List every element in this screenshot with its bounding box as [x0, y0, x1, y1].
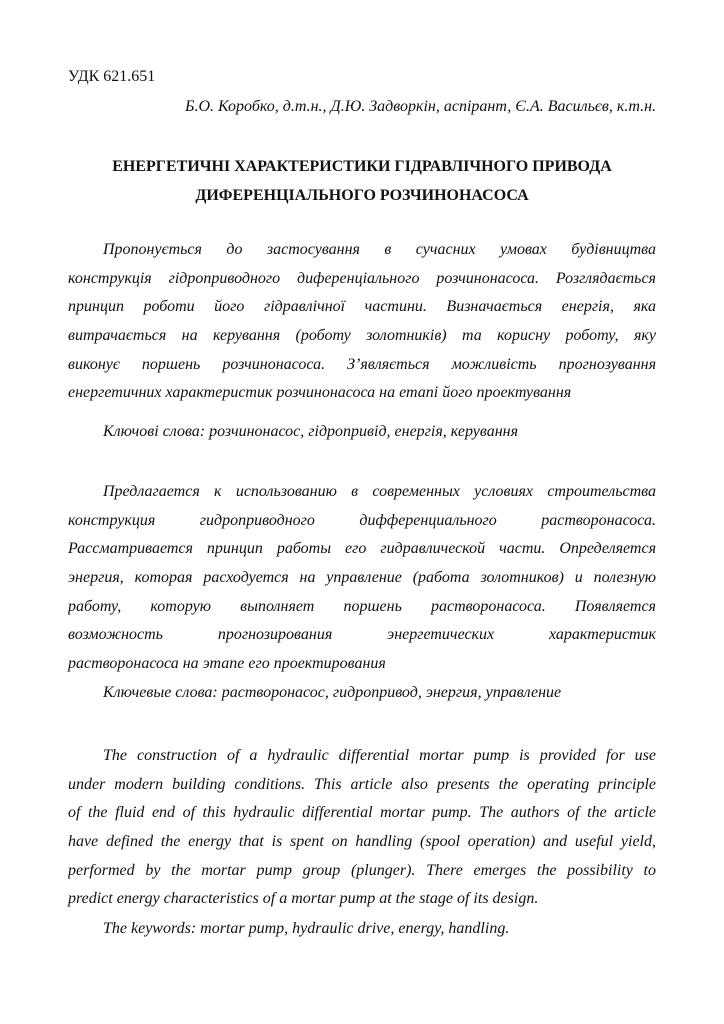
paper-title [68, 153, 656, 210]
abstract-line: Рассматривается принцип работы его гидравлической части. Определяется [68, 540, 656, 558]
title-line: ЕНЕРГЕТИЧНІ ХАРАКТЕРИСТИКИ ГІДРАВЛІЧНОГО ПРИВОДА [112, 158, 612, 175]
abstract-line: under modern building conditions. This article also presents the operating principle [68, 775, 656, 793]
keywords-english: The keywords: mortar pump, hydraulic drive, energy, handling. [103, 920, 510, 937]
udc-code: УДК 621.651 [68, 68, 156, 85]
abstract-line: растворонасоса на этапе его проектирования [68, 655, 386, 673]
authors: Б.О. Коробко, д.т.н., Д.Ю. Задворкін, аспірант, Є.А. Васильєв, к.т.н. [185, 98, 656, 115]
abstract-line: performed by the mortar pump group (plunger). There emerges the possibility to [68, 861, 656, 879]
abstract-line: Пропонується до застосування в сучасних умовах будівництва [103, 241, 656, 258]
abstract-line: конструкція гідроприводного диференціального розчинонасоса. Розглядається [68, 269, 656, 287]
abstract-line: of the fluid end of this hydraulic differential mortar pump. The authors of the article [68, 804, 656, 822]
abstract-line: конструкция гидроприводного дифференциального растворонасоса. [68, 511, 656, 529]
keywords-ukrainian: Ключові слова: розчинонасос, гідропривід, енергія, керування [103, 423, 519, 440]
abstract-line: возможность прогнозирования энергетических характеристик [68, 626, 656, 644]
abstract-line: витрачається на керування (роботу золотників) та корисну роботу, яку [68, 327, 656, 345]
abstract-line: have defined the energy that is spent on handling (spool operation) and useful yield, [68, 833, 656, 851]
abstract-english [68, 742, 656, 914]
abstract-line: энергия, которая расходуется на управление (работа золотников) и полезную [68, 569, 656, 587]
abstract-line: виконує поршень розчинонасоса. З’являється можливість прогнозування [68, 355, 656, 373]
abstract-line: Предлагается к использованию в современных условиях строительства [103, 483, 656, 500]
title-line: ДИФЕРЕНЦІАЛЬНОГО РОЗЧИНОНАСОСА [195, 186, 529, 204]
keywords-russian: Ключевые слова: растворонасос, гидропривод, энергия, управление [103, 684, 562, 701]
abstract-russian [68, 478, 656, 679]
abstract-line: енергетичних характеристик розчинонасоса на етапі його проектування [68, 384, 572, 402]
abstract-line: принцип роботи його гідравлічної частини. Визначається енергія, яка [68, 298, 656, 316]
abstract-line: predict energy characteristics of a mortar pump at the stage of its design. [68, 890, 539, 908]
abstract-line: The construction of a hydraulic differential mortar pump is provided for use [103, 747, 656, 764]
abstract-line: работу, которую выполняет поршень растворонасоса. Появляется [68, 597, 656, 615]
abstract-ukrainian [68, 236, 656, 408]
